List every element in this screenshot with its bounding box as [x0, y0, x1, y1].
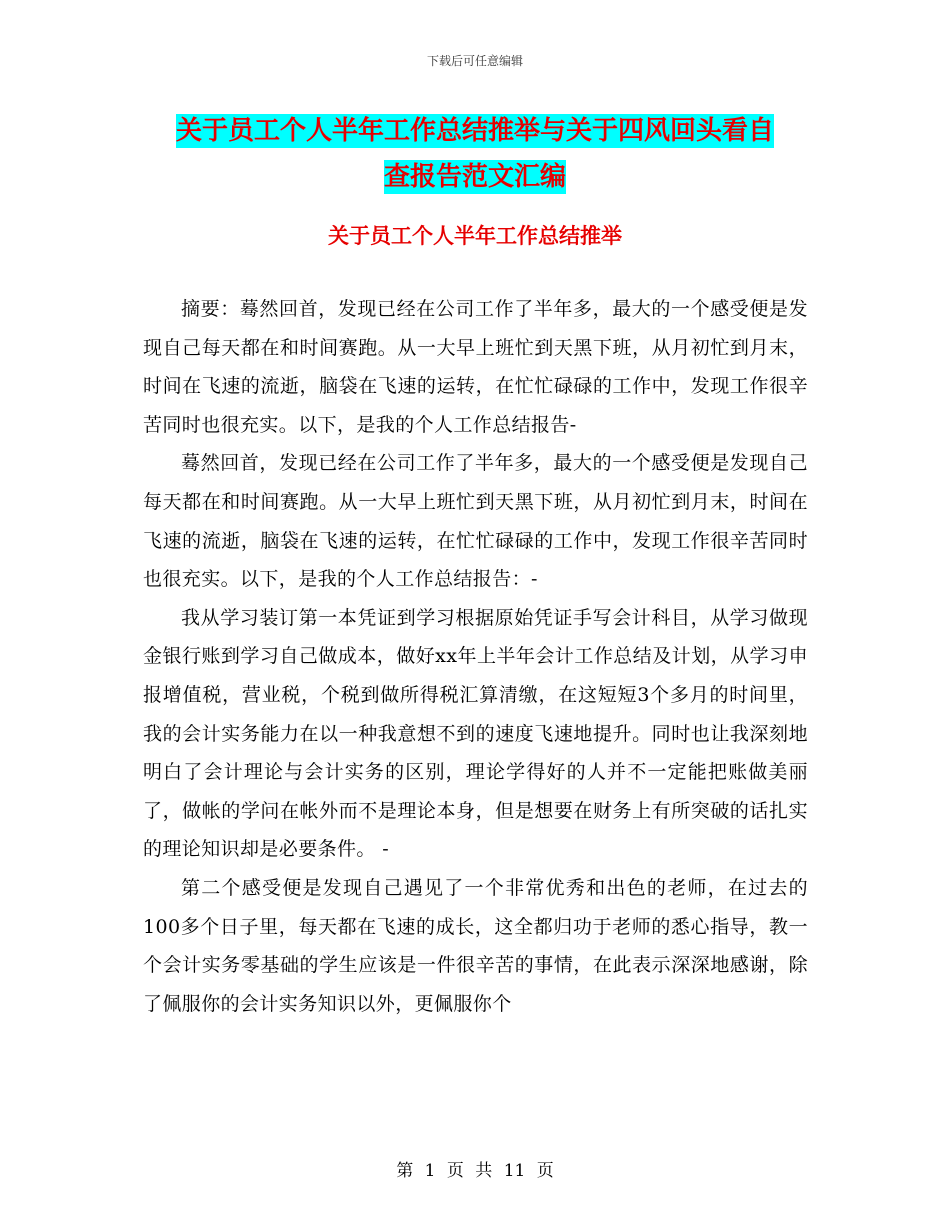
document-title-line-2: 查报告范文汇编 [383, 162, 566, 192]
section-title: 关于员工个人半年工作总结推举 [328, 223, 622, 248]
paragraph: 蓦然回首，发现已经在公司工作了半年多，最大的一个感受便是发现自己每天都在和时间赛跑。从一大早上班忙到天黑下班，从月初忙到月末，时间在飞速的流逝，脑袋在飞速的运转，在忙忙碌碌的工作中，发现工作很辛苦同时也很充实。以下，是我的个人工作总结报告：- [143, 452, 808, 591]
document-title-line-1: 关于员工个人半年工作总结推举与关于四风回头看自 [175, 116, 774, 146]
paragraph-abstract: 摘要：蓦然回首，发现已经在公司工作了半年多，最大的一个感受便是发现自己每天都在和时间赛跑。从一大早上班忙到天黑下班，从月初忙到月末，时间在飞速的流逝，脑袋在飞速的运转，在忙忙碌碌的工作中，发现工作很辛苦同时也很充实。以下，是我的个人工作总结报告- [143, 298, 808, 436]
header-note: 下载后可任意编辑 [426, 54, 523, 68]
page-number-footer: 第 1 页 共 11 页 [396, 1161, 554, 1181]
document-title [120, 108, 830, 200]
paragraph: 我从学习装订第一本凭证到学习根据原始凭证手写会计科目，从学习做现金银行账到学习自己做成本，做好xx年上半年会计工作总结及计划，从学习申报增值税，营业税，个税到做所得税汇算清缴，在这短短3个多月的时间里，我的会计实务能力在以一种我意想不到的速度飞速地提升。同时也让我深刻地明白了会计理论与会计实务的区别，理论学得好的人并不一定能把账做美丽了，做帐的学问在帐外而不是理论本身，但是想要在财务上有所突破的话扎实的理论知识却是必要条件。 - [143, 606, 808, 861]
document-body [143, 290, 808, 1023]
paragraph: 第二个感受便是发现自己遇见了一个非常优秀和出色的老师，在过去的100多个日子里，每天都在飞速的成长，这全都归功于老师的悉心指导，教一个会计实务零基础的学生应该是一件很辛苦的事情，在此表示深深地感谢，除了佩服你的会计实务知识以外，更佩服你个 [143, 876, 808, 1015]
